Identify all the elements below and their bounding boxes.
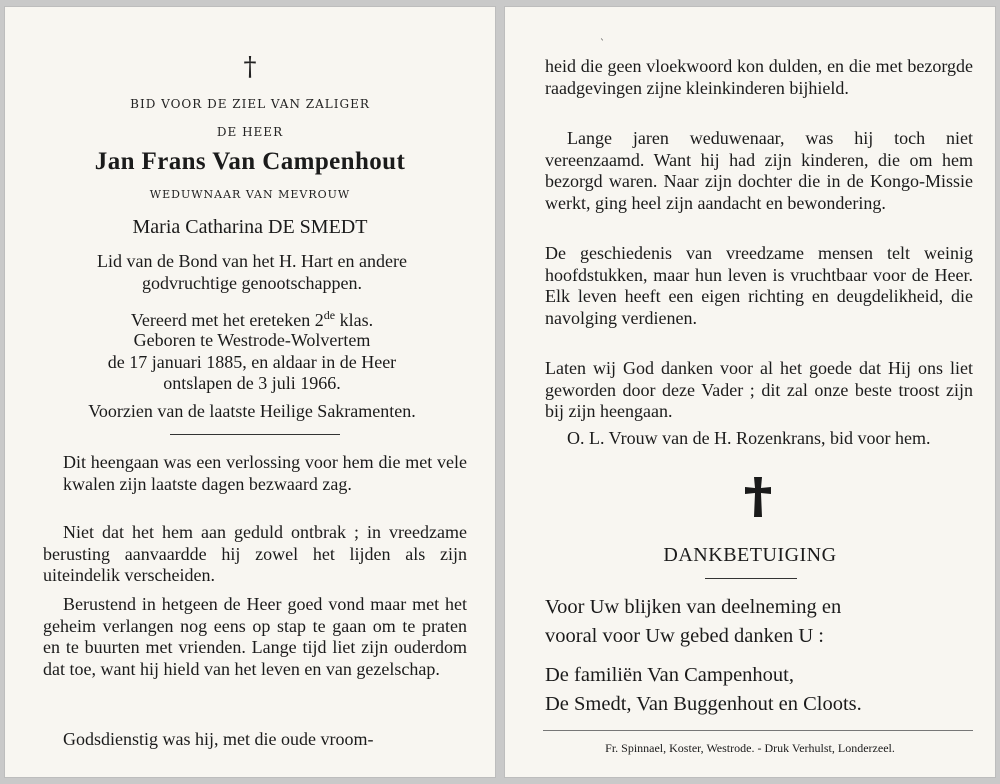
left-panel: [4, 6, 496, 778]
paragraph: De geschiedenis van vreedzame mensen telt weinig hoofdstukken, maar hun leven is vruchtbaar voor de Heer. Elk leven heeft een eigen richting en deugdelikheid, die navolging verdienen.: [545, 243, 973, 328]
honor-suffix: klas.: [335, 310, 374, 330]
divider: [170, 434, 340, 435]
paragraph: Laten wij God danken voor al het goede dat Hij ons liet geworden door deze Vader ; dit zal onze beste troost zijn bij zijn heengaan.: [545, 358, 973, 421]
printer-credit: Fr. Spinnael, Koster, Westrode. - Druk Verhulst, Londerzeel.: [605, 741, 895, 755]
thanks-line: vooral voor Uw gebed danken U :: [545, 625, 824, 647]
birth-line: de 17 januari 1885, en aldaar in de Heer: [107, 351, 397, 372]
cross-icon: [743, 477, 773, 517]
spouse-name: Maria Catharina DE SMEDT: [132, 216, 368, 238]
heer-text: DE HEER: [216, 125, 284, 139]
paragraph: Berustend in hetgeen de Heer goed vond maar met het geheim verlangen nog eens op stap te gaan om te praten en te buurten met vrienden. Lange tijd liet zijn ouderdom dat toe, want hij hield van het leven en van gezelschap.: [43, 594, 467, 679]
paragraph: Godsdienstig was hij, met die oude vroom-: [63, 729, 374, 749]
paragraph: Niet dat het hem aan geduld ontbrak ; in vreedzame berusting aanvaardde hij zowel het lijden als zijn uiteindelik verscheiden.: [43, 522, 467, 585]
thanks-line: Voor Uw blijken van deelneming en: [545, 596, 842, 618]
membership-line: Lid van de Bond van het H. Hart en andere: [97, 251, 407, 271]
thanks-title: DANKBETUIGING: [663, 544, 837, 566]
speck-mark: `: [600, 39, 605, 50]
right-panel: [504, 6, 996, 778]
divider: [543, 730, 973, 731]
paragraph: Lange jaren weduwenaar, was hij toch niet vereenzaamd. Want hij had zijn kinderen, die om hem bezorgd waren. Naar zijn dochter die in de Kongo-Missie werkt, ging heel zijn aandacht en bewondering.: [545, 128, 973, 213]
paragraph: Dit heengaan was een verlossing voor hem die met vele kwalen zijn laatste dagen bezwaard zag.: [63, 452, 467, 494]
membership-block: [35, 251, 469, 294]
paragraph: heid die geen vloekwoord kon dulden, en die met bezorgde raadgevingen zijne kleinkinderen bijhield.: [545, 56, 973, 98]
honor-line: [35, 305, 469, 332]
widow-text: WEDUWNAAR VAN MEVROUW: [149, 188, 351, 201]
families-block: [545, 661, 975, 719]
sacraments-line: Voorzien van de laatste Heilige Sakramenten.: [88, 401, 416, 421]
intro-text: BID VOOR DE ZIEL VAN ZALIGER: [130, 97, 370, 111]
deceased-name: Jan Frans Van Campenhout: [94, 148, 406, 175]
honor-sup: de: [323, 308, 336, 322]
membership-line: godvruchtige genootschappen.: [142, 272, 362, 293]
birth-line: ontslapen de 3 juli 1966.: [163, 373, 341, 393]
thanks-block: [545, 593, 975, 651]
birth-line: Geboren te Westrode-Wolvertem: [133, 330, 371, 350]
divider: [705, 578, 797, 579]
birth-block: [35, 330, 469, 395]
families-line: De Smedt, Van Buggenhout en Cloots.: [545, 693, 862, 715]
honor-prefix: Vereerd met het ereteken 2: [130, 310, 324, 330]
paragraph: O. L. Vrouw van de H. Rozenkrans, bid voor hem.: [567, 428, 931, 448]
families-line: De familiën Van Campenhout,: [545, 664, 794, 686]
cross-icon: †: [243, 52, 257, 82]
